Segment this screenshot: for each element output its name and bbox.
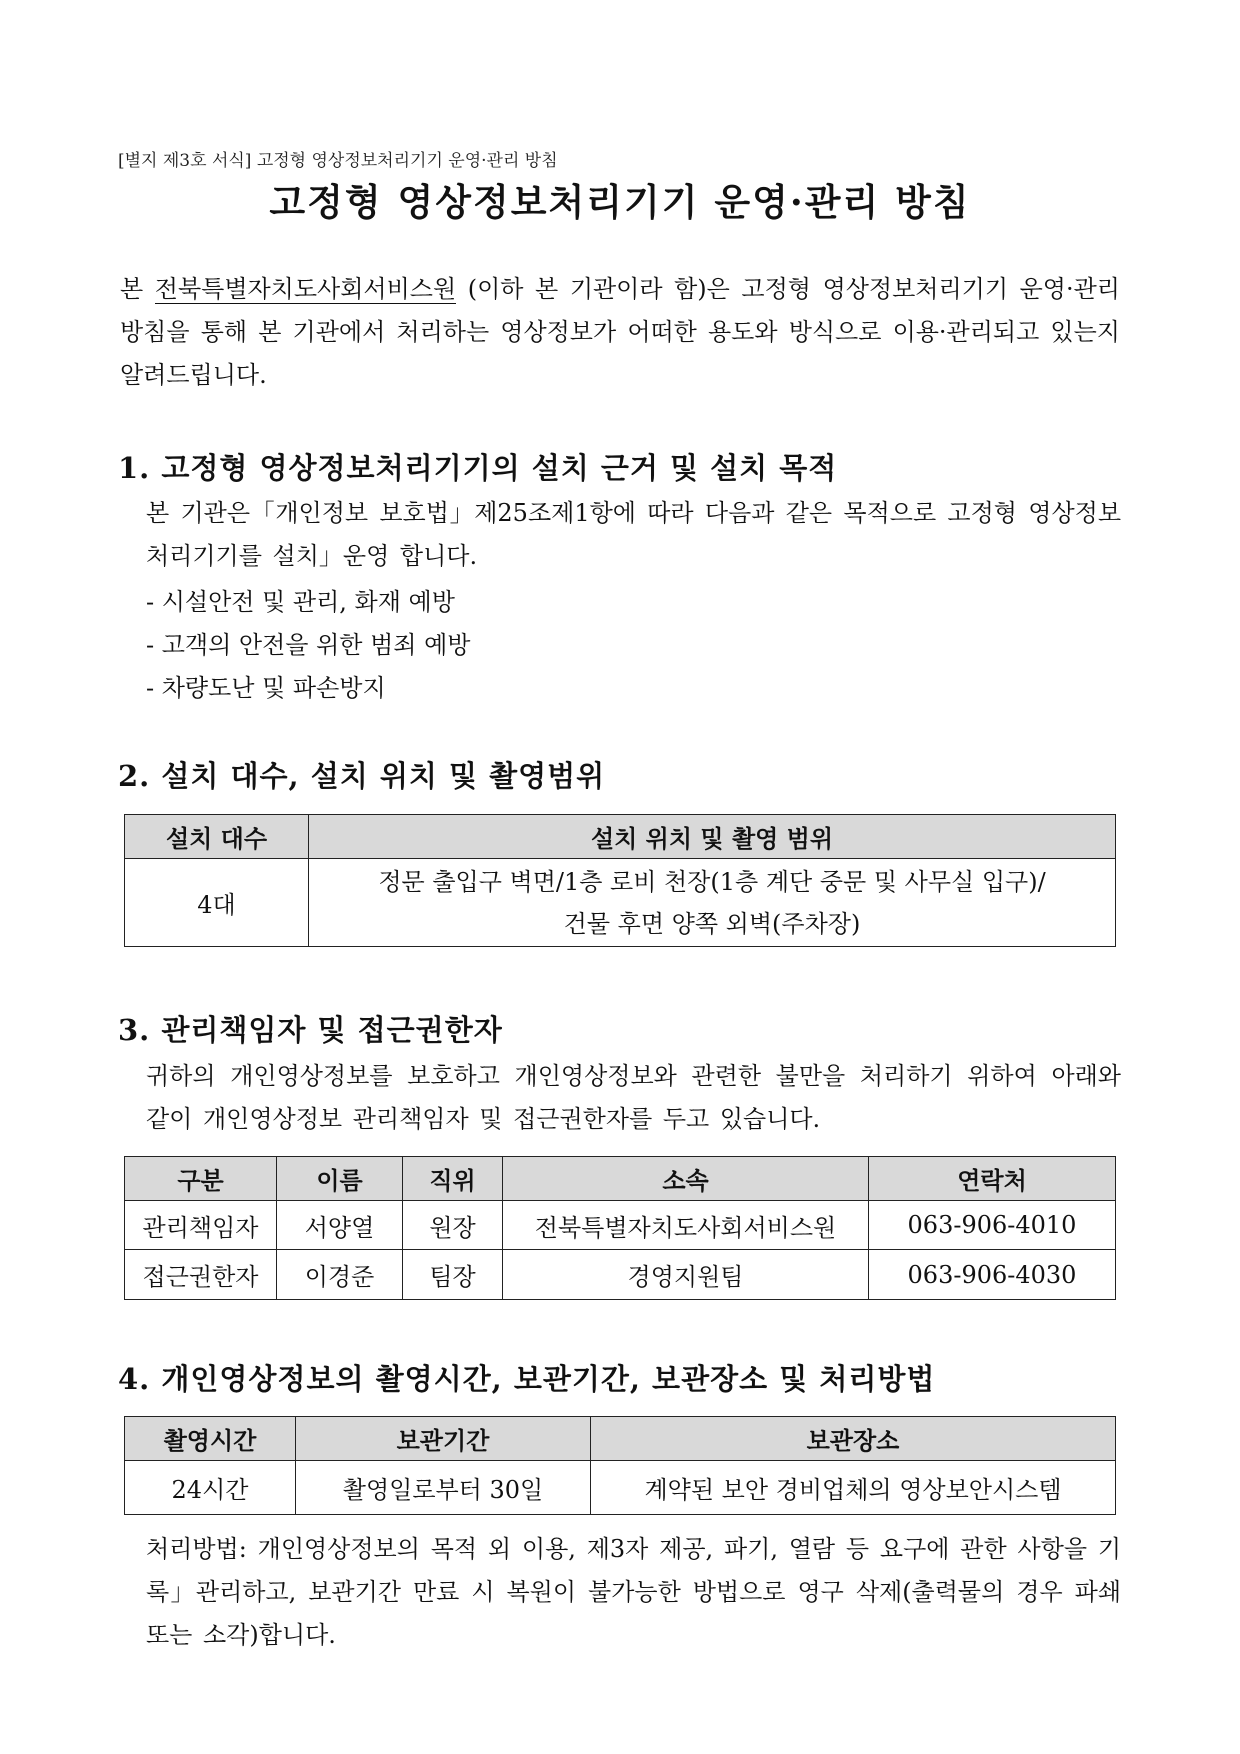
intro-prefix: 본 [120, 275, 155, 303]
location-cell [309, 859, 1116, 947]
table-cell: 촬영일로부터 30일 [296, 1461, 591, 1515]
table-header: 이름 [277, 1157, 403, 1201]
table-row [125, 1250, 1116, 1300]
org-name: 전북특별자치도사회서비스원 [154, 275, 457, 303]
table-cell: 경영지원팀 [503, 1250, 869, 1300]
installation-table [124, 814, 1116, 947]
table-cell: 서양열 [277, 1201, 403, 1250]
manager-table [124, 1156, 1116, 1300]
table-cell: 팀장 [403, 1250, 503, 1300]
table-row [125, 1461, 1116, 1515]
table-header: 보관장소 [591, 1417, 1116, 1461]
section4-title: 4. 개인영상정보의 촬영시간, 보관기간, 보관장소 및 처리방법 [118, 1362, 936, 1396]
table-cell: 063-906-4030 [869, 1250, 1116, 1300]
table-header: 설치 대수 [125, 815, 309, 859]
table-cell: 접근권한자 [125, 1250, 277, 1300]
location-line: 정문 출입구 벽면/1층 로비 천장(1층 계단 중문 및 사무실 입구)/ [378, 867, 1046, 896]
section3-body: 귀하의 개인영상정보를 보호하고 개인영상정보와 관련한 불만을 처리하기 위하여 아래와 같이 개인영상정보 관리책임자 및 접근권한자를 두고 있습니다. [146, 1062, 1121, 1133]
retention-table [124, 1416, 1116, 1515]
section1-title: 1. 고정형 영상정보처리기기의 설치 근거 및 설치 목적 [118, 451, 838, 485]
table-cell: 063-906-4010 [869, 1201, 1116, 1250]
table-header: 설치 위치 및 촬영 범위 [309, 815, 1116, 859]
table-cell: 24시간 [125, 1461, 296, 1515]
page-title: 고정형 영상정보처리기기 운영·관리 방침 [269, 180, 971, 224]
section1-bullet: - 시설안전 및 관리, 화재 예방 [146, 588, 455, 616]
intro-suffix: (이하 본 기관이라 함)은 고정형 영상정보처리기기 운영·관리 방침을 통해 본 기관에서 처리하는 영상정보가 어떠한 용도와 방식으로 이용·관리되고 있는지 알려드립니다. [120, 275, 1120, 389]
intro-paragraph [120, 268, 1120, 397]
table-header: 촬영시간 [125, 1417, 296, 1461]
section1-bullet: - 고객의 안전을 위한 범죄 예방 [146, 631, 471, 659]
table-header: 직위 [403, 1157, 503, 1201]
location-line: 건물 후면 양쪽 외벽(주차장) [563, 909, 861, 938]
processing-method: 처리방법: 개인영상정보의 목적 외 이용, 제3자 제공, 파기, 열람 등 요구에 관한 사항을 기록」관리하고, 보관기간 만료 시 복원이 불가능한 방법으로 영구 삭제(출력물의 경우 파쇄 또는 소각)합니다. [146, 1535, 1121, 1649]
table-header: 소속 [503, 1157, 869, 1201]
table-cell: 원장 [403, 1201, 503, 1250]
table-header: 연락처 [869, 1157, 1116, 1201]
table-header: 보관기간 [296, 1417, 591, 1461]
table-header: 구분 [125, 1157, 277, 1201]
section2-title: 2. 설치 대수, 설치 위치 및 촬영범위 [118, 759, 606, 793]
section3-title: 3. 관리책임자 및 접근권한자 [118, 1013, 503, 1047]
section1-body: 본 기관은「개인정보 보호법」제25조제1항에 따라 다음과 같은 목적으로 고정형 영상정보처리기기를 설치」운영 합니다. [146, 499, 1121, 570]
table-cell: 관리책임자 [125, 1201, 277, 1250]
table-row [125, 1201, 1116, 1250]
table-cell: 전북특별자치도사회서비스원 [503, 1201, 869, 1250]
form-label: [별지 제3호 서식] 고정형 영상정보처리기기 운영·관리 방침 [118, 151, 558, 171]
table-cell: 4대 [125, 859, 309, 947]
table-cell: 이경준 [277, 1250, 403, 1300]
table-cell: 계약된 보안 경비업체의 영상보안시스템 [591, 1461, 1116, 1515]
section1-bullet: - 차량도난 및 파손방지 [146, 674, 386, 702]
